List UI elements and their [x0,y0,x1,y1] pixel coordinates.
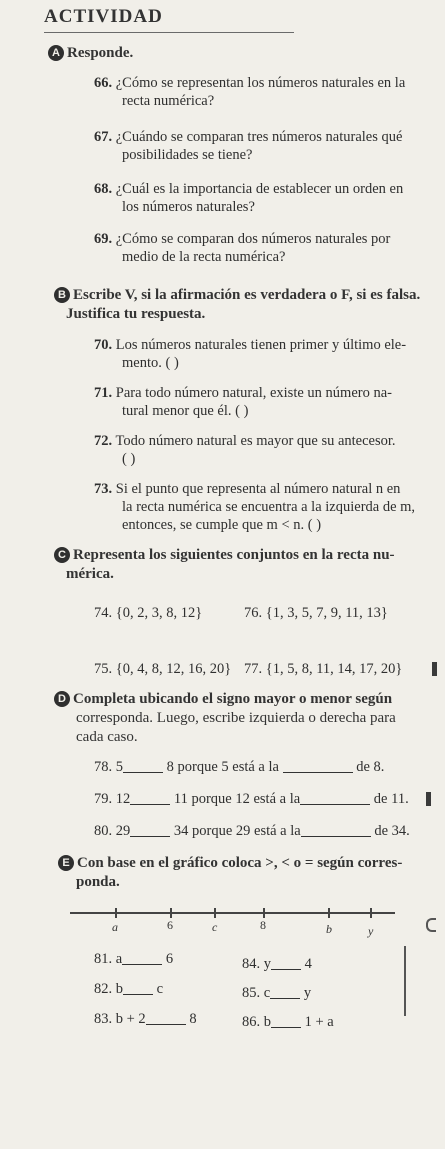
section-a-badge: A [48,45,64,61]
q70-line1: Los números naturales tienen primer y último ele- [115,337,407,353]
question-79 [94,790,409,808]
q78-end: de 8. [356,759,385,775]
tick-6 [170,908,172,918]
q80-sign-blank[interactable] [130,824,170,837]
page-edge-mark [432,662,437,676]
question-73 [94,480,439,534]
section-c-heading [54,546,439,584]
section-c-title: Representa los siguientes conjuntos en la recta nu- [73,547,395,563]
q84-blank[interactable] [271,957,301,970]
question-71 [94,384,434,420]
q82-lead: 82. b [94,981,123,997]
tick-y [370,908,372,918]
number-line [70,912,395,938]
q85-blank[interactable] [270,986,300,999]
q78-lead: 78. 5 [94,759,123,775]
number-line-label: a [112,920,118,934]
q79-side-blank[interactable] [300,792,370,805]
question-72 [94,432,434,468]
q68-line2: los números naturales? [122,199,255,215]
q82-end: c [156,981,164,997]
page-edge-line [404,946,406,1016]
q80-middle: 34 porque 29 está a la [173,823,301,839]
q84-lead: 84. y [242,956,271,972]
q85-end: y [303,985,312,1001]
q79-middle: 11 porque 12 está a la [173,791,301,807]
q67-line1: ¿Cuándo se comparan tres números naturales qué [115,129,403,145]
section-e-badge: E [58,855,74,871]
q86-end: 1 + a [304,1014,334,1030]
tick-c [214,908,216,918]
question-66 [94,74,434,110]
title-divider [44,32,294,33]
tick-a [115,908,117,918]
q67-number: 67. [94,129,113,145]
q66-line2: recta numérica? [122,93,215,109]
section-e-title2: ponda. [76,874,120,890]
q81-blank[interactable] [122,952,162,965]
q82-blank[interactable] [123,982,153,995]
q81-lead: 81. a [94,951,123,967]
section-c-badge: C [54,547,70,563]
section-b-heading [54,286,439,324]
number-line-label: 6 [167,918,173,932]
q80-end: de 34. [374,823,410,839]
q81-end: 6 [165,951,174,967]
tick-b [328,908,330,918]
q78-sign-blank[interactable] [123,760,163,773]
section-a-title: Responde. [67,45,134,61]
q71-line2[interactable]: tural menor que él. ( ) [122,403,249,419]
question-75: 75. {0, 4, 8, 12, 16, 20} [94,661,232,677]
question-76: 76. {1, 3, 5, 7, 9, 11, 13} [244,605,388,621]
number-line-label: y [368,924,374,938]
q72-number: 72. [94,433,113,449]
q72-line1: Todo número natural es mayor que su antecesor. [115,433,396,449]
q86-blank[interactable] [271,1015,301,1028]
section-b-badge: B [54,287,70,303]
question-80 [94,822,410,840]
q72-line2[interactable]: ( ) [122,451,136,467]
question-67 [94,128,434,164]
question-69 [94,230,434,266]
section-d-title3: cada caso. [76,729,138,745]
section-d-badge: D [54,691,70,707]
q83-lead: 83. b + 2 [94,1011,146,1027]
q69-line1: ¿Cómo se comparan dos números naturales por [115,231,391,247]
q73-number: 73. [94,481,113,497]
q71-line1: Para todo número natural, existe un número na- [115,385,392,401]
section-d-title: Completa ubicando el signo mayor o menor según [73,691,393,707]
q79-sign-blank[interactable] [130,792,170,805]
q73-line2: la recta numérica se encuentra a la izquierda de m, [122,499,416,515]
question-82 [94,980,163,998]
q73-line3[interactable]: entonces, se cumple que m < n. ( ) [122,517,322,533]
section-d-title2: corresponda. Luego, escribe izquierda o derecha para [76,710,396,726]
q79-lead: 79. 12 [94,791,131,807]
q84-end: 4 [304,956,312,972]
question-84 [242,955,312,973]
q78-side-blank[interactable] [283,760,353,773]
activity-title: ACTIVIDAD [44,6,163,27]
question-74: 74. {0, 2, 3, 8, 12} [94,605,203,621]
number-line-label: b [326,922,332,936]
q67-line2: posibilidades se tiene? [122,147,253,163]
q66-number: 66. [94,75,113,91]
q66-line1: ¿Cómo se representan los números naturales en la [115,75,406,91]
q69-number: 69. [94,231,113,247]
q70-number: 70. [94,337,113,353]
q79-end: de 11. [373,791,409,807]
number-line-label: c [212,920,218,934]
number-line-label: 8 [260,918,266,932]
q70-line2[interactable]: mento. ( ) [122,355,179,371]
question-68 [94,180,434,216]
q68-line1: ¿Cuál es la importancia de establecer un orden en [115,181,404,197]
question-77: 77. {1, 5, 8, 11, 14, 17, 20} [244,661,403,677]
q83-blank[interactable] [146,1012,186,1025]
tick-8 [263,908,265,918]
question-81 [94,950,173,968]
question-70 [94,336,434,372]
section-b-title: Escribe V, si la afirmación es verdadera o F, si es falsa. [73,287,421,303]
section-c-title2: mérica. [66,566,114,582]
section-d-heading [54,690,439,747]
q73-line1: Si el punto que representa al número natural n en [115,481,401,497]
page-edge-mark [426,918,436,932]
q69-line2: medio de la recta numérica? [122,249,286,265]
q85-lead: 85. c [242,985,271,1001]
section-e-heading [58,854,438,892]
q68-number: 68. [94,181,113,197]
q83-end: 8 [189,1011,197,1027]
page-edge-mark [426,792,431,806]
section-b-title2: Justifica tu respuesta. [66,306,206,322]
section-e-title: Con base en el gráfico coloca >, < o = según corres- [77,855,403,871]
q80-side-blank[interactable] [301,824,371,837]
q78-middle: 8 porque 5 está a la [166,759,279,775]
question-86 [242,1013,334,1031]
question-78 [94,758,384,776]
q80-lead: 80. 29 [94,823,131,839]
section-a-heading [48,44,133,63]
q71-number: 71. [94,385,113,401]
question-83 [94,1010,197,1028]
question-85 [242,984,311,1002]
q86-lead: 86. b [242,1014,271,1030]
